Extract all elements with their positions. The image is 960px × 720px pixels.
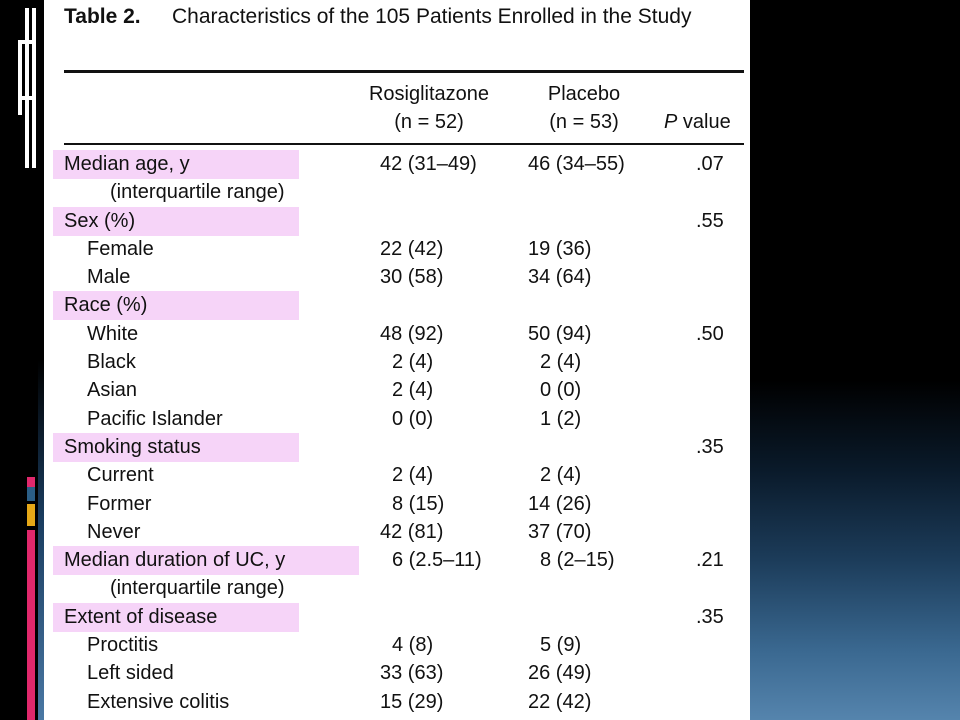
column-header-p-value (664, 108, 748, 136)
cell-placebo: 2 (4) (540, 351, 582, 374)
cell-placebo: 1 (2) (540, 407, 582, 430)
cell-placebo: 50 (94) (528, 322, 592, 345)
left-decoration (0, 0, 38, 720)
cell-rosiglitazone: 22 (42) (380, 237, 444, 260)
decor-line (25, 8, 29, 168)
cell-p-value: .35 (696, 605, 724, 628)
cell-rosiglitazone: 6 (2.5–11) (392, 549, 482, 572)
cell-rosiglitazone: 4 (8) (392, 634, 434, 657)
cell-p-value: .55 (696, 209, 724, 232)
row-label: White (87, 322, 139, 345)
table-row (44, 235, 750, 263)
row-label: Race (%) (64, 294, 148, 317)
cell-rosiglitazone: 2 (4) (392, 464, 434, 487)
table-row (44, 207, 750, 235)
cell-placebo: 26 (49) (528, 662, 592, 685)
p-symbol: P (664, 111, 678, 133)
row-label: Pacific Islander (87, 407, 223, 430)
cell-placebo: 46 (34–55) (528, 153, 625, 175)
table-row (44, 688, 750, 716)
row-label: Smoking status (64, 435, 201, 458)
color-block-gold (27, 504, 35, 526)
decor-line (18, 96, 36, 100)
cell-placebo: 34 (64) (528, 266, 592, 289)
row-label: Black (87, 351, 136, 374)
cell-placebo: 37 (70) (528, 520, 592, 543)
row-label: Median duration of UC, y (64, 549, 286, 572)
row-label: Former (87, 492, 152, 515)
table-row (44, 518, 750, 546)
table-row (44, 291, 750, 319)
cell-rosiglitazone: 8 (15) (392, 492, 445, 515)
table-title: Characteristics of the 105 Patients Enrolled in the Study (172, 5, 692, 28)
table-row (44, 263, 750, 291)
column-name: Rosiglitazone (368, 83, 490, 105)
table-row (44, 659, 750, 687)
cell-rosiglitazone: 15 (29) (380, 690, 444, 713)
cell-rosiglitazone: 30 (58) (380, 266, 444, 289)
row-label: (interquartile range) (110, 181, 285, 204)
table-top-rule (64, 70, 744, 73)
decor-line (18, 40, 36, 44)
column-header-placebo (514, 80, 654, 136)
header-rule (64, 143, 744, 145)
row-label: Current (87, 464, 154, 487)
table-row (44, 150, 750, 178)
table-row (44, 320, 750, 348)
row-label: Extensive colitis (87, 690, 230, 713)
table-row (44, 546, 750, 574)
table-row (44, 490, 750, 518)
table-row (44, 461, 750, 489)
color-block-blue (27, 487, 35, 501)
cell-p-value: .50 (696, 322, 724, 345)
row-label: Asian (87, 379, 138, 402)
cell-rosiglitazone: 0 (0) (392, 407, 434, 430)
table-row (44, 178, 750, 206)
row-label: Never (87, 520, 141, 543)
cell-p-value: .07 (696, 153, 724, 175)
table-row (44, 631, 750, 659)
decor-line (18, 40, 22, 115)
column-name: Placebo (547, 83, 621, 105)
cell-placebo: 2 (4) (540, 464, 582, 487)
row-label: Median age, y (64, 153, 190, 175)
row-label: Male (87, 266, 131, 289)
row-label: (interquartile range) (110, 577, 285, 600)
table-row (44, 433, 750, 461)
row-label: Extent of disease (64, 605, 218, 628)
cell-rosiglitazone: 2 (4) (392, 351, 434, 374)
column-n: (n = 52) (394, 111, 464, 133)
cell-placebo: 8 (2–15) (540, 549, 615, 572)
row-label: Female (87, 237, 154, 260)
table-row (44, 603, 750, 631)
color-bar-pink (27, 530, 35, 720)
column-n: (n = 53) (549, 111, 619, 133)
cell-rosiglitazone: 48 (92) (380, 322, 444, 345)
color-block-pink (27, 477, 35, 487)
cell-p-value: .21 (696, 549, 724, 572)
table-row (44, 348, 750, 376)
cell-rosiglitazone: 42 (81) (380, 520, 444, 543)
cell-placebo: 5 (9) (540, 634, 582, 657)
document-page (44, 0, 750, 720)
table-row (44, 574, 750, 602)
right-gradient-panel (750, 0, 960, 720)
cell-rosiglitazone: 33 (63) (380, 662, 444, 685)
cell-placebo: 22 (42) (528, 690, 592, 713)
decor-line (32, 8, 36, 168)
row-label: Left sided (87, 662, 174, 685)
table-row (44, 376, 750, 404)
cell-placebo: 0 (0) (540, 379, 582, 402)
table-body (44, 150, 750, 716)
table-row (44, 405, 750, 433)
cell-placebo: 14 (26) (528, 492, 592, 515)
cell-rosiglitazone: 2 (4) (392, 379, 434, 402)
p-suffix: value (677, 111, 731, 133)
column-header-rosiglitazone (354, 80, 504, 136)
table-label: Table 2. (64, 5, 141, 28)
row-label: Sex (%) (64, 209, 136, 232)
cell-placebo: 19 (36) (528, 237, 592, 260)
cell-rosiglitazone: 42 (31–49) (380, 153, 477, 175)
cell-p-value: .35 (696, 435, 724, 458)
row-label: Proctitis (87, 634, 159, 657)
